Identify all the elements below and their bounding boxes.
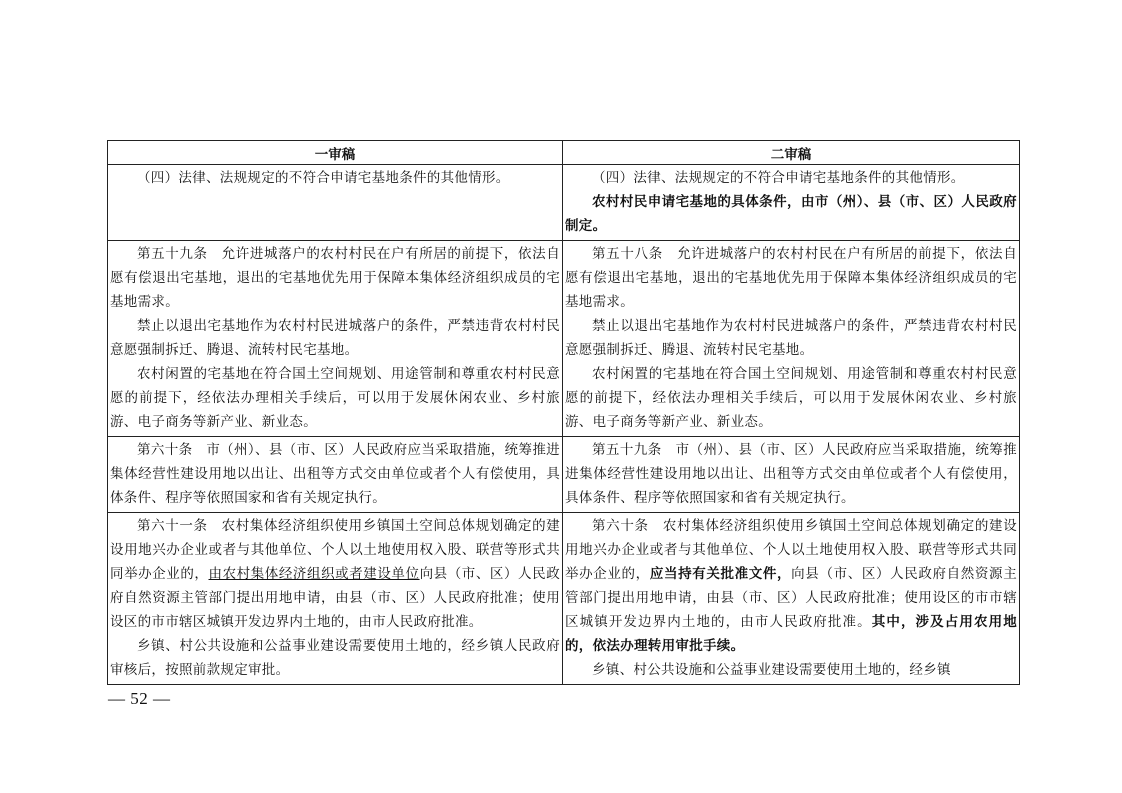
paragraph: 农村闲置的宅基地在符合国土空间规划、用途管制和尊重农村村民意愿的前提下，经依法办理相关手续后，可以用于发展休闲农业、乡村旅游、电子商务等新产业、新业态。 xyxy=(565,366,1017,430)
left-cell xyxy=(108,513,563,685)
right-cell xyxy=(563,513,1020,685)
paragraph: 乡镇、村公共设施和公益事业建设需要使用土地的，经乡镇 xyxy=(592,662,951,678)
right-cell xyxy=(563,165,1020,241)
left-cell xyxy=(108,241,563,437)
table-row xyxy=(108,437,1020,513)
left-cell xyxy=(108,165,563,241)
paragraph: 第六十条 市（州）、县（市、区）人民政府应当采取措施，统筹推进集体经营性建设用地以出让、出租等方式交由单位或者个人有偿使用，具体条件、程序等依照国家和省有关规定执行。 xyxy=(110,442,560,506)
paragraph xyxy=(110,514,560,634)
table-row xyxy=(108,513,1020,685)
right-cell xyxy=(563,241,1020,437)
header-second-draft: 二审稿 xyxy=(563,141,1020,165)
paragraph: 乡镇、村公共设施和公益事业建设需要使用土地的，经乡镇人民政府审核后，按照前款规定审批。 xyxy=(110,638,560,678)
header-row xyxy=(108,141,1020,165)
paragraph: 禁止以退出宅基地作为农村村民进城落户的条件，严禁违背农村村民意愿强制拆迁、腾退、流转村民宅基地。 xyxy=(110,318,560,358)
underlined-deleted-text: 由农村集体经济组织或者建设单位 xyxy=(208,566,420,582)
paragraph: （四）法律、法规规定的不符合申请宅基地条件的其他情形。 xyxy=(592,170,965,186)
table-row xyxy=(108,241,1020,437)
header-first-draft: 一审稿 xyxy=(108,141,563,165)
paragraph: 禁止以退出宅基地作为农村村民进城落户的条件，严禁违背农村村民意愿强制拆迁、腾退、流转村民宅基地。 xyxy=(565,318,1017,358)
page-number: — 52 — xyxy=(108,689,171,708)
added-paragraph: 农村村民申请宅基地的具体条件，由市（州）、县（市、区）人民政府制定。 xyxy=(565,194,1017,234)
paragraph xyxy=(565,514,1017,658)
left-cell xyxy=(108,437,563,513)
right-cell xyxy=(563,437,1020,513)
text-run: 向县（市、区）人民政府自然资源主管部门提出用地申请，由县（市、区）人民政府批准；使用设区的市市辖区城镇开发边界内土地的，由市人民政府批准。 xyxy=(110,566,560,630)
paragraph: 农村闲置的宅基地在符合国土空间规划、用途管制和尊重农村村民意愿的前提下，经依法办理相关手续后，可以用于发展休闲农业、乡村旅游、电子商务等新产业、新业态。 xyxy=(110,366,560,430)
added-text: 应当持有关批准文件， xyxy=(649,566,792,582)
paragraph: 第五十九条 允许进城落户的农村村民在户有所居的前提下，依法自愿有偿退出宅基地，退出的宅基地优先用于保障本集体经济组织成员的宅基地需求。 xyxy=(110,246,560,310)
text-run: 向县（市、区）人民政府自然资源主管部门提出用地申请，由县（市、区）人民政府批准；使用设区的市市辖区城镇开发边界内土地的，由市人民政府批准。 xyxy=(565,566,1017,630)
added-text: 其中，涉及占用农用地的，依法办理转用审批手续。 xyxy=(565,614,1017,654)
paragraph: 第五十九条 市（州）、县（市、区）人民政府应当采取措施，统筹推进集体经营性建设用地以出让、出租等方式交由单位或者个人有偿使用，具体条件、程序等依照国家和省有关规定执行。 xyxy=(565,442,1017,506)
paragraph: 第五十八条 允许进城落户的农村村民在户有所居的前提下，依法自愿有偿退出宅基地，退出的宅基地优先用于保障本集体经济组织成员的宅基地需求。 xyxy=(565,246,1017,310)
comparison-table xyxy=(107,140,1020,685)
text-run: 第六十条 农村集体经济组织使用乡镇国土空间总体规划确定的建设用地兴办企业或者与其他单位、个人以土地使用权入股、联营等形式共同举办企业的， xyxy=(565,518,1017,582)
table-row xyxy=(108,165,1020,241)
text-run: 第六十一条 农村集体经济组织使用乡镇国土空间总体规划确定的建设用地兴办企业或者与其他单位、个人以土地使用权入股、联营等形式共同举办企业的， xyxy=(110,518,560,582)
paragraph: （四）法律、法规规定的不符合申请宅基地条件的其他情形。 xyxy=(137,170,510,186)
